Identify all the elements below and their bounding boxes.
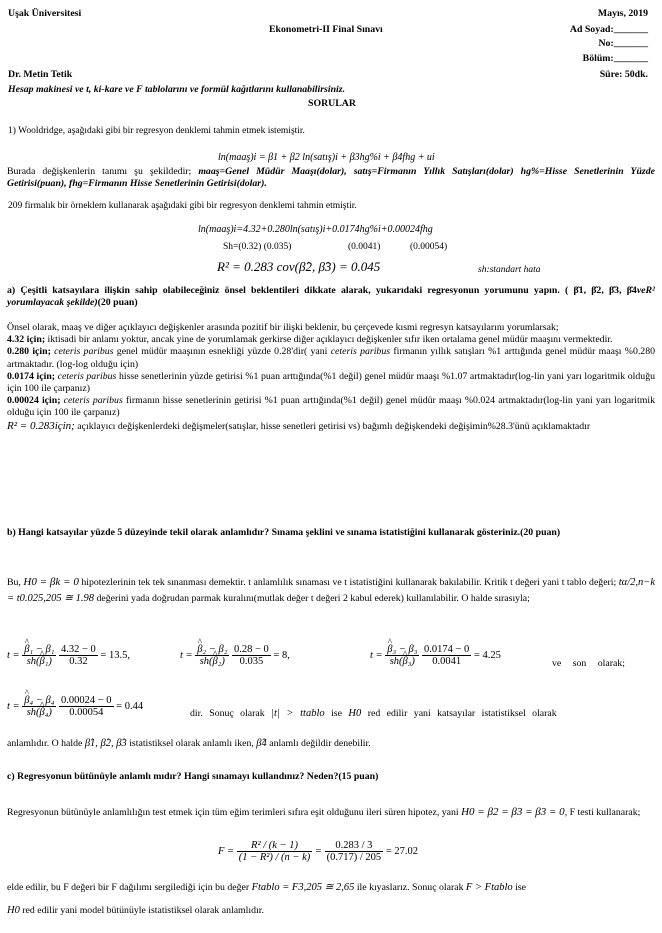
- t1-result: = 13.5,: [100, 649, 130, 661]
- estimated-equation: ln(maaş)i=4.32+0.280ln(satış)i+0.0174hg%i+0.00024fhg: [198, 224, 433, 235]
- f-result: = 27.02: [385, 845, 418, 857]
- t2-result: = 8,: [273, 649, 290, 661]
- standard-error-3: (0.0041): [348, 242, 381, 252]
- ceteris-paribus-2: ceteris paribus: [330, 346, 391, 358]
- question-a-coefficients: ( β̂1, β̂2, β̂3, β̂4: [565, 285, 637, 296]
- t1-numerator: 4.32 − 0: [61, 644, 96, 655]
- t-stat-2: t = ^ $\frac{\text{β₂ − β₂}}{\text{sh(\textasciicircum{} β₂)}}$ $\frac{0.28 - 0}{0.035}$ = 8,: [180, 644, 290, 667]
- standard-error-note: sh:standart hata: [478, 265, 541, 275]
- student-no-field: No:_______: [598, 38, 648, 49]
- question-a-text: a) Çeşitli katsayılara ilişkin sahip olabileceğiniz önsel beklentileri dikkate alarak, yukarıdaki regresyonun yorumunu yapın.: [7, 285, 560, 296]
- f-numerator-value: 0.283 / 3: [325, 840, 384, 852]
- coef-0-00024-label: 0.00024 için;: [7, 395, 61, 407]
- f-test-h0: H0 = β2 = β3 = β3 = 0: [461, 806, 565, 818]
- h0-hypothesis: H0 = βk = 0: [23, 576, 79, 588]
- t2-numerator: 0.28 − 0: [234, 644, 269, 655]
- answer-a-p1: Önsel olarak, maaş ve diğer açıklayıcı değişkenler arasında pozitif bir ilişki beklenir, bu çerçevede kısmi regresyn katsayılarını yorumlarsak;: [7, 322, 559, 333]
- coef-0-0174-label: 0.0174 için;: [7, 370, 56, 382]
- answer-c-text-end: , F testi kullanarak;: [564, 807, 641, 818]
- t1-denominator: 0.32: [69, 656, 88, 667]
- coef-0-00024-text: firmanın hisse senetlerinin getirisi %1 puan arttığında(%1 değil) genel müdür maaşı %0.024 artmaktadır(log-lin yani yarı logaritmik olduğu için 100 ile çarpanız): [7, 395, 655, 419]
- question-a-italic: veR² yorumlayacak şekilde): [7, 285, 655, 309]
- f-denominator-formula: (1 − R²) / (n − k): [238, 852, 311, 863]
- name-field: Ad Soyad:_______: [569, 24, 648, 35]
- questions-heading: SORULAR: [308, 98, 356, 109]
- university-name: Uşak Üniversitesi: [8, 8, 82, 19]
- t-stat-1: t = ^ $\frac{\text{β₁ − β₁}}{\text{sh(\textasciicircum{} β₁)}}$ $\frac{4.32 - 0}{0.32}$ = 13.5,: [7, 644, 130, 667]
- answer-c-text: Regresyonun bütünüyle anlamlılığın test etmek için tüm eğim terimleri sıfıra eşit olduğunu ileri süren hipotez, yani: [7, 807, 459, 818]
- ceteris-paribus-1: ceteris paribus: [54, 346, 114, 358]
- conclusion-c: istatistiksel olarak anlamlı iken,: [126, 738, 257, 749]
- standard-errors: Sh=(0.32) (0.035): [223, 242, 292, 252]
- t4-h0: H0: [348, 708, 362, 719]
- exam-title: Ekonometri-II Final Sınavı: [269, 24, 383, 35]
- variable-definitions: [7, 166, 655, 190]
- comparison-c: ise: [512, 882, 527, 893]
- f-denominator-value: (0.717) / 205: [326, 852, 382, 863]
- comparison-a: elde edilir, bu F değeri bir F dağılımı sergilediği için bu değer: [7, 882, 252, 893]
- t3-denominator: 0.0041: [432, 656, 462, 667]
- ceteris-paribus-3: ceteris paribus: [57, 370, 117, 382]
- significant-coefficients: β̂1, β̂2, β̂3: [84, 738, 127, 749]
- ceteris-paribus-4: ceteris paribus: [63, 395, 123, 407]
- f-numerator-formula: R² / (k − 1): [237, 840, 313, 852]
- r-squared-line: R² = 0.283 cov(β̂2, β̂3) = 0.045: [217, 259, 381, 274]
- t4-tail-a: dir. Sonuç olarak: [190, 708, 272, 719]
- t4-numerator: 0.00024 − 0: [61, 695, 112, 706]
- question-b: b) Hangi katsayılar yüzde 5 düzeyinde tekil olarak anlamlıdır? Sınama şeklini ve sınama istatistiğini kullanarak gösteriniz.(20 puan): [7, 527, 561, 538]
- insignificant-coefficient: β̂4: [256, 738, 267, 749]
- exam-date: Mayıs, 2019: [597, 8, 648, 19]
- f-condition: F > Ftablo: [465, 882, 513, 893]
- conclusion-e: anlamlı değildir denebilir.: [266, 738, 371, 749]
- f-lhs: F =: [218, 845, 235, 857]
- f-statistic: F = $\frac{\text{R² / (k − 1)}}{\text{(1 − R²) / (n − k)}}$ = $\frac{0.283 / 3}{(0.717) / 205}$ = 27.02: [218, 840, 418, 863]
- t-condition: |t| > ttablo: [271, 708, 325, 719]
- answer-c-intro: [7, 805, 655, 820]
- comparison-b: ile kıyaslarız. Sonuç olarak: [354, 882, 466, 893]
- q1-intro: 1) Wooldridge, aşağıdaki gibi bir regresyon denklemi tahmin etmek istemiştir.: [8, 126, 305, 136]
- coef-0-280-text-a: genel müdür maaşının esnekliği yüzde 0.28'dir( yani: [113, 346, 331, 358]
- answer-b-text-1: hipotezlerinin tek tek sınanması demektir. t anlamlılık sınaması ve t istatistiğini kullanarak bakılabilir. Kritik t değeri yani t tablo değeri;: [78, 577, 619, 588]
- coef-0-0174-text: hisse senetlerinin yüzde getirisi %1 puan arttığında(%1 değil) genel müdür maaşı %1.07 artmaktadır(log-lin yani yarı logaritmik olduğu için 100 ile çarpanız): [7, 370, 655, 395]
- answer-b-intro: [7, 575, 655, 606]
- conclusion-a: anlamlıdır. O halde: [7, 738, 85, 749]
- t4-tail-c: red edilir yani katsayılar istatistiksel olarak: [361, 708, 557, 719]
- f-conclusion-h0: H0: [7, 905, 20, 916]
- answer-c-comparison: [7, 882, 526, 894]
- t4-tail-b: ise: [324, 708, 349, 719]
- t-stat-4: t = ^ $\frac{\text{β₄ − β₄}}{\text{sh(\textasciicircum{} β₄)}}$ $\frac{0.00024 - 0}{0.00054}$ = 0.44: [7, 695, 143, 718]
- answer-a: [7, 322, 655, 433]
- coef-0-280-text-b: firmanın yıllık satışları %1 arttığında genel müdür maaşı %0.280 artmaktadır. (log-log olduğu için): [7, 346, 656, 370]
- t4-result: = 0.44: [116, 700, 144, 712]
- instructor-name: Dr. Metin Tetik: [8, 69, 73, 80]
- f-table-value: Ftablo = F3,205 ≅ 2,65: [251, 882, 355, 893]
- critical-t-value: tα/2,n−k = t0.025,205 ≅ 1.98: [7, 577, 655, 604]
- t-stat-3: t = ^ $\frac{\text{β₃ − β₃}}{\text{sh(\textasciicircum{} β₃)}}$ $\frac{0.0174 - 0}{0.0041}$ = 4.25: [370, 644, 501, 667]
- answer-c-conclusion: [7, 905, 264, 917]
- r-squared-label: R² = 0.283için;: [7, 419, 75, 432]
- answer-b-conclusion: [7, 738, 371, 750]
- t4-conclusion: [190, 708, 557, 720]
- exam-duration: Süre: 50dk.: [599, 69, 648, 80]
- sample-text: 209 firmalık bir örneklem kullanarak aşağıdaki gibi bir regresyon denklemi tahmin etmiştir.: [8, 201, 357, 211]
- coef-4-32-text: iktisadi bir anlamı yoktur, ancak yine de yorumlamak gerkirse diğer açıklayıcı değişkenler sıfır iken ortalama genel müdür maaşını vermektedir.: [45, 334, 613, 346]
- question-a: [7, 285, 655, 309]
- coef-0-280-label: 0.280 için;: [7, 346, 51, 358]
- department-field: Bölüm:_______: [582, 53, 648, 64]
- t3-numerator: 0.0174 − 0: [424, 644, 470, 655]
- model-equation: ln(maaş)i = β1 + β2 ln(satış)i + β3hg%i + β4fhg + ui: [218, 152, 435, 163]
- answer-b-text-2: değerini yada doğrudan parmak kuralını(mutlak değer t değeri 2 kabul ederek) kullanılabilir. O halde sırasıyla;: [94, 592, 530, 604]
- f-conclusion-text: red edilir yani model bütünüyle istatistiksel olarak anlamlıdır.: [19, 905, 264, 916]
- question-c: c) Regresyonun bütünüyle anlamlı mıdır? Hangi sınamayı kullandınız? Neden?(15 puan): [7, 771, 379, 782]
- variables-lead: Burada değişkenlerin tanımı şu şekildedir;: [7, 166, 199, 177]
- question-a-points: (20 puan): [97, 297, 138, 309]
- coef-4-32-label: 4.32 için;: [7, 334, 46, 346]
- instructions: Hesap makinesi ve t, ki-kare ve F tablolarını ve formül kağıtlarını kullanabilirsiniz.: [8, 84, 346, 95]
- answer-b-lead: Bu,: [7, 577, 24, 588]
- t3-tail: ve son olarak;: [552, 658, 625, 669]
- t2-denominator: 0.035: [239, 656, 264, 667]
- t3-result: = 4.25: [473, 649, 501, 661]
- standard-error-4: (0.00054): [410, 242, 448, 252]
- r-squared-text: açıklayıcı değişkenlerdeki değişmeler(satışlar, hisse senetleri getirisi vs) bağımlı değişkendeki değişimin%28.3'ünü açıklamaktadır: [74, 420, 591, 432]
- variables-definition: maaş=Genel Müdür Maaşı(dolar), satış=Firmanın Yıllık Satışları(dolar) hg%=Hisse Senetlerinin Yüzde Getirisi(puan), fhg=Firmanın Hisse Senetlerinin Getirisi(dolar).: [7, 166, 655, 190]
- t4-denominator: 0.00054: [69, 707, 104, 718]
